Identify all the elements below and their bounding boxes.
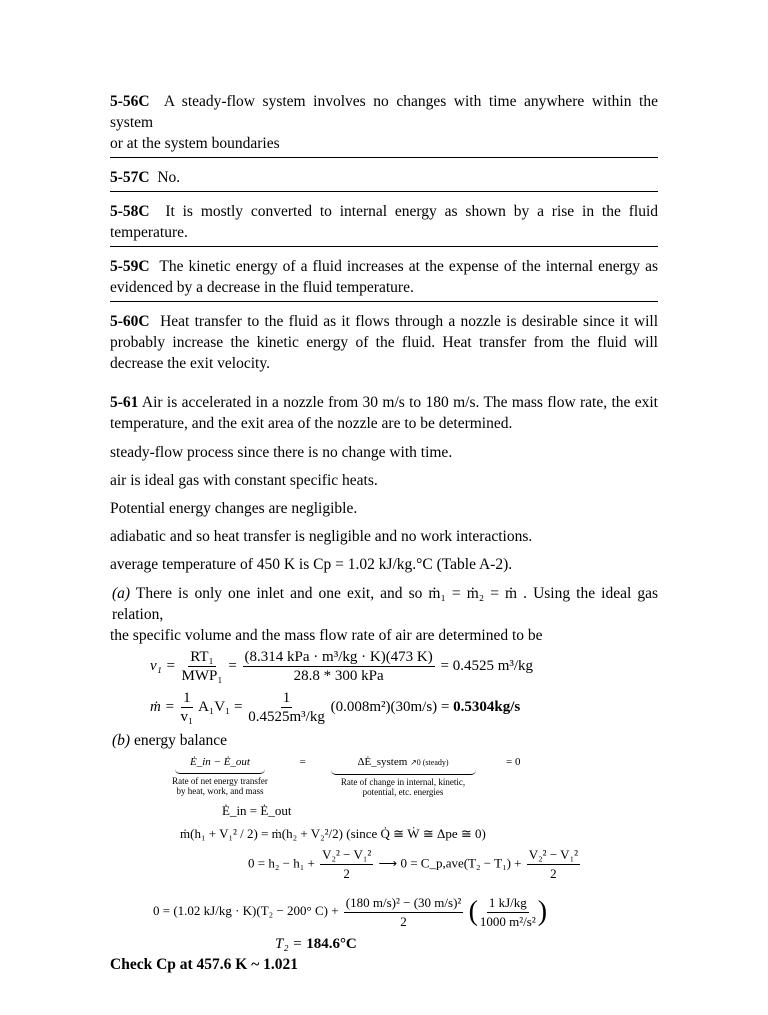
numerator: 1 <box>183 690 191 706</box>
balance-left <box>150 755 290 796</box>
eq-term: 0 = h₂ − h₁ + <box>248 855 315 871</box>
caption-line: by heat, work, and mass <box>176 786 264 796</box>
temperature-equation <box>153 891 658 932</box>
paren: ( <box>468 896 478 928</box>
part-text: the specific volume and the mass flow rate of air are determined to be <box>110 627 543 644</box>
answer-text: or at the system boundaries <box>110 135 280 152</box>
answer-text: Heat transfer to the fluid as it flows through a nozzle is desirable since it will <box>160 313 659 330</box>
answer-text: evidenced by a decrease in the fluid temperature. <box>110 279 414 296</box>
denominator: 2 <box>550 866 557 881</box>
caption-line: Rate of change in internal, kinetic, <box>340 777 466 787</box>
eq-term: ṁ = <box>150 698 175 715</box>
problem-number: 5-58C <box>110 203 150 220</box>
energy-relation <box>248 846 658 883</box>
problem-text: temperature, and the exit area of the nozzle are to be determined. <box>110 415 513 432</box>
caption-line: Rate of net energy transfer <box>172 776 268 786</box>
denominator: 2 <box>343 866 350 881</box>
t2-result <box>275 934 658 954</box>
enthalpy-equation: ṁ(h₁ + V₁² / 2) = ṁ(h₂ + V₂²/2) (since Q̇ ≅ Ẇ ≅ Δpe ≅ 0) <box>180 826 486 841</box>
steady-note: ↗0 (steady) <box>410 758 449 767</box>
eq-term: (0.008m²)(30m/s) = <box>330 698 450 715</box>
denominator: 1000 m²/s² <box>479 913 536 929</box>
answer-text: The kinetic energy of a fluid increases at the expense of the internal energy as <box>159 258 658 275</box>
caption-line: potential, etc. energies <box>362 787 444 797</box>
answer-text: No. <box>157 169 181 186</box>
fraction <box>344 894 464 931</box>
eq-term: A₁V₁ = <box>198 698 243 715</box>
answer-5-58c <box>110 201 658 222</box>
problem-number: 5-61 <box>110 394 139 411</box>
eq-term: = 0 <box>506 756 521 768</box>
eq-term: Ė_in − Ė_out <box>190 756 250 768</box>
fraction <box>527 846 580 883</box>
answer-5-57c <box>110 167 658 188</box>
answer-text: decrease the exit velocity. <box>110 355 270 372</box>
answer-text: probably increase the kinetic energy of the fluid. Heat transfer from the fluid will <box>110 334 658 351</box>
paren: ) <box>537 896 548 928</box>
problem-5-61 <box>110 392 658 413</box>
denominator: 0.4525m³/kg <box>248 709 325 725</box>
fraction <box>248 689 325 726</box>
problem-number: 5-59C <box>110 258 150 275</box>
part-label: (a) <box>112 585 131 602</box>
answer-5-60c <box>110 311 658 332</box>
fraction <box>480 894 536 931</box>
document-body <box>110 91 658 975</box>
numerator: V₂² − V₁² <box>320 846 373 865</box>
eq-term: v₁ = <box>150 657 176 674</box>
eq-term: 0 = C_p,ave(T₂ − T₁) + <box>400 855 522 871</box>
problem-text: Air is accelerated in a nozzle from 30 m/s to 180 m/s. The mass flow rate, the exit <box>141 394 658 411</box>
problem-number: 5-56C <box>110 93 150 110</box>
part-text: There is only one inlet and one exit, and so ṁ₁ = ṁ₂ = ṁ . Using the ideal gas relation, <box>112 585 658 623</box>
eq-term: = <box>299 756 306 768</box>
energy-balance-equation <box>150 755 658 797</box>
divider <box>110 191 658 192</box>
numerator: (8.314 kPa · m³/kg · K)(473 K) <box>244 649 433 665</box>
answer-text: A steady-flow system involves no changes with time anywhere within the system <box>110 93 658 131</box>
eq-term: 0 = (1.02 kJ/kg · K)(T₂ − 200° C) + <box>153 903 339 918</box>
problem-number: 5-60C <box>110 313 150 330</box>
divider <box>110 246 658 247</box>
eq-term: = <box>228 657 237 674</box>
underbrace <box>331 770 476 775</box>
assumption: Potential energy changes are negligible. <box>110 500 358 517</box>
mass-flow-equation <box>150 689 658 726</box>
fraction <box>182 648 223 685</box>
divider <box>110 157 658 158</box>
numerator: 1 <box>282 690 291 706</box>
fraction <box>243 648 435 685</box>
assumption: adiabatic and so heat transfer is negligible and no work interactions. <box>110 528 533 545</box>
fraction <box>320 846 373 883</box>
result: 0.5304kg/s <box>453 698 521 715</box>
arrow: ⟶ <box>378 855 398 871</box>
part-a-text <box>110 583 658 625</box>
denominator: 2 <box>400 913 407 929</box>
assumption: steady-flow process since there is no change with time. <box>110 444 453 461</box>
part-b-text <box>110 730 658 751</box>
answer-5-56c <box>110 91 658 133</box>
denominator: v₁ <box>180 709 194 725</box>
specific-volume-equation <box>150 648 658 685</box>
answer-text: It is mostly converted to internal energy as shown by a rise in the fluid <box>165 203 658 220</box>
numerator: V₂² − V₁² <box>527 846 580 865</box>
fraction <box>180 689 193 726</box>
eq-term: ΔĖ_system <box>357 756 408 768</box>
result: 184.6°C <box>306 936 357 953</box>
numerator: 1 kJ/kg <box>487 894 529 913</box>
part-text: energy balance <box>133 732 228 749</box>
check-note: Check Cp at 457.6 K ~ 1.021 <box>110 956 299 974</box>
problem-number: 5-57C <box>110 169 150 186</box>
divider <box>110 301 658 302</box>
answer-text: temperature. <box>110 224 188 241</box>
caption <box>150 776 290 796</box>
denominator: MWP₁ <box>181 668 223 684</box>
energy-equality: Ė_in = Ė_out <box>222 803 292 818</box>
numerator: (180 m/s)² − (30 m/s)² <box>344 894 464 913</box>
assumption: air is ideal gas with constant specific heats. <box>110 472 378 489</box>
eq-term: T₂ = <box>275 936 303 953</box>
eq-term: = 0.4525 m³/kg <box>440 657 534 674</box>
balance-mid <box>316 755 491 797</box>
caption <box>316 777 491 797</box>
assumption: average temperature of 450 K is Cp = 1.02 kJ/kg.°C (Table A-2). <box>110 556 513 573</box>
denominator: 28.8 * 300 kPa <box>293 668 384 684</box>
underbrace <box>175 769 265 774</box>
answer-5-59c <box>110 256 658 277</box>
part-label: (b) <box>112 732 131 749</box>
numerator: RT₁ <box>190 649 214 665</box>
